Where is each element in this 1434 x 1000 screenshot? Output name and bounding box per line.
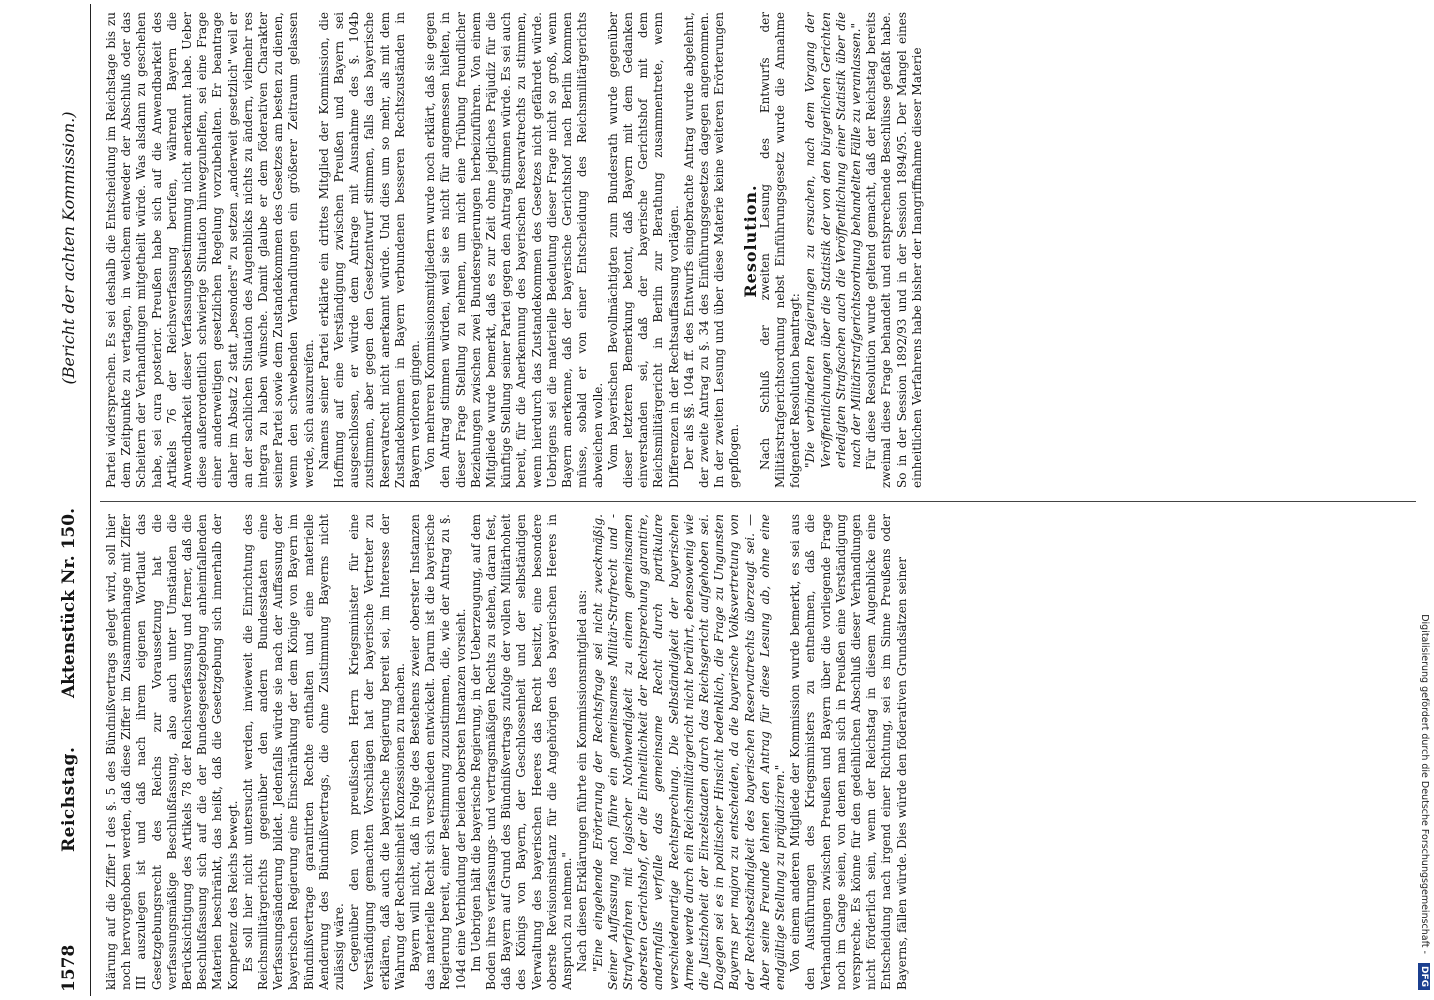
page-number: 1578 [59, 944, 79, 992]
paragraph: Für diese Resolution wurde geltend gemacht, daß der Reichstag bereits zweimal diese Frage behandelt und entsprechende Beschlüsse gefaßt habe. So in der Session 1892/93 und in der Session 1894/95. Der Mangel eines einheitlichen Verfahrens habe bisher der Inangriffnahme dieser Materie [864, 12, 924, 488]
resolution-text: "Die verbündeten Regierungen zu ersuchen, nach dem Vorgang der Veröffentlichungen über die Statistik der von den bürgerlichen Gerichten erledigten Strafsachen auch die Veröffentlichung einer Statistik über die nach der Militärstrafgerichtsordnung behandelten Fälle zu veranlassen." [803, 12, 863, 468]
document-page [4, 4, 1424, 996]
paragraph: klärung auf die Ziffer I des §. 5 des Bündnißvertrags gelegt wird, soll hier noch hervorgehoben werden, daß diese Ziffer im Zusammenhange mit Ziffer III auszulegen ist und daß nach ihrem eigenen Wortlaut das Gesetzgebungsrecht des Reichs zur Voraussetzung hat die verfassungsmäßige Beschlußfassung, also auch unter Umständen die Berücksichtigung des Artikels 78 der Reichsverfassung und ferner, daß die Beschlußfassung sich auf die der Bundesgesetzgebung anheimfallenden Materien beschränkt, das heißt, daß die Gesetzgebung sich innerhalb der Kompetenz des Reichs bewegt. [104, 514, 240, 990]
header-left [54, 508, 84, 992]
resolution-intro: Nach Schluß der zweiten Lesung des Entwurfs der Militärstrafgerichtsordnung nebst Einführungsgesetz wurde die Annahme folgender Resolution beantragt: [757, 12, 803, 488]
paragraph: Vom bayerischen Bevollmächtigten zum Bundesrath wurde gegenüber dieser letzteren Bemerkung betont, daß Bayern mit dem Gedanken einverstanden sei, daß der bayerische Gerichtshof mit dem Reichsmilitärgericht in Berlin zur Berathung zusammentrete, wenn Differenzen in der Rechtsauffassung vorlägen. [605, 12, 681, 488]
report-title: (Bericht der achten Kommission.) [59, 111, 78, 385]
digitization-credit [1418, 4, 1432, 996]
paragraph: Es soll hier nicht untersucht werden, inwieweit die Einrichtung des Reichsmilitärgerichts gegenüber den andern Bundesstaaten eine Verfassungsänderung bildet. Jedenfalls würde sie nach der Auffassung der bayerischen Regierung eine Einschränkung der dem Könige von Bayern im Bündnißvertrage garantirten Rechte enthalten und eine materielle Aenderung des Bündnißvertrags, die ohne Zustimmung Bayerns nicht zulässig wäre. [240, 514, 347, 990]
credit-text: Digitalisierung gefördert durch die Deutsche Forschungsgemeinschaft - [1419, 614, 1430, 954]
document-number: Aktenstück Nr. 150. [59, 508, 79, 699]
source-title: Reichstag. [59, 746, 79, 852]
dfg-logo: DFG [1418, 963, 1430, 990]
paragraph: Bayern will nicht, daß in Folge des Bestehens zweier oberster Instanzen das materielle Recht sich verschieden entwickelt. Darum ist die bayerische Regierung bereit, einer Bestimmung zuzustimmen, die, wie der Antrag zu §. 104d eine Verbindung der beiden obersten Instanzen vorsieht. [408, 514, 468, 990]
paragraph: Im Uebrigen hält die bayerische Regierung, in der Ueberzeugung, auf dem Boden ihres verfassungs- und vertragsmäßigen Rechts zu stehen, daran fest, daß Bayern auf Grund des Bündnißvertrags zufolge der vollen Militärhoheit des Königs von Bayern, der Geschlossenheit und der selbständigen Verwaltung des bayerischen Heeres das Recht besitzt, eine besondere oberste Revisionsinstanz für die Angehörigen des bayerischen Heeres in Anspruch zu nehmen." [468, 514, 575, 990]
left-column [104, 514, 1414, 990]
paragraph: Partei widersprechen. Es sei deshalb die Entscheidung im Reichstage bis zu dem Zeitpunkte zu vertagen, in welchem entweder der Abschluß oder das Scheitern der Verhandlungen mitgetheilt würde. Was alsdann zu geschehen habe, sei cura posterior. Preußen habe sich auf die Anwendbarkeit des Artikels 76 der Reichsverfassung berufen, während Bayern die Anwendbarkeit dieser Verfassungsbestimmung nicht anerkannt habe. Ueber diese außerordentlich schwierige Situation hinwegzuhelfen, sei eine Frage einer anderweitigen gesetzlichen Regelung vorzubehalten. Er beantrage daher im Absatz 2 statt „besonders" zu setzen „anderweit gesetzlich" weil er an der sachlichen Situation des Augenblicks nichts zu ändern, vielmehr res integra zu haben wünsche. Damit glaube er dem föderativen Charakter seiner Partei sowie dem Zustandekommen des Gesetzes am besten zu dienen, wenn den schwebenden Verhandlungen ein größerer Zeitraum gelassen werde, sich auszureifen. [104, 12, 316, 488]
page-header [4, 4, 88, 996]
paragraph: Nach diesen Erklärungen führte ein Kommissionsmitglied aus: [575, 589, 590, 972]
paragraph: Namens seiner Partei erklärte ein drittes Mitglied der Kommission, die Hoffnung auf eine Verständigung zwischen Preußen und Bayern sei ausgeschlossen, er würde dem Antrage mit Ausnahme des §. 104b zustimmen, aber gegen den Gesetzentwurf stimmen, falls das bayerische Reservatrecht nicht anerkannt würde. Und dies um so mehr, als mit dem Zustandekommen in Bayern verbundenen besseren Rechtszuständen in Bayern verloren gingen. [316, 12, 423, 488]
column-separator [100, 501, 1416, 502]
quoted-paragraph: "Eine eingehende Erörterung der Rechtsfrage sei nicht zweckmäßig. Seiner Auffassung nach führe ein gemeinsames Militär-Strafrecht und -Strafverfahren mit logischer Nothwendigkeit zu einem gemeinsamen obersten Gerichtshof, der die Einheitlichkeit der Rechtsprechung garantire, andernfalls verfalle das gemeinsame Recht durch partikulare verschiedenartige Rechtsprechung. Die Selbständigkeit der bayerischen Armee werde durch ein Reichsmilitärgericht nicht berührt, ebensowenig wie die Justizhoheit der Einzelstaaten durch das Reichsgericht aufgehoben sei. Dagegen sei es in politischer Hinsicht bedenklich, die Frage zu Ungunsten Bayerns per majora zu entscheiden, da die bayerische Volksvertretung von der Rechtsbeständigkeit des bayerischen Reservatrechts überzeugt sei. — Aber seine Freunde lehnen den Antrag für diese Lesung ab, ohne eine endgültige Stellung zu präjudiziren." [590, 514, 787, 990]
paragraph: Von einem anderen Mitgliede der Kommission wurde bemerkt, es sei aus den Ausführungen des Kriegsministers zu entnehmen, daß die Verhandlungen zwischen Preußen und Bayern über die vorliegende Frage noch im Gange seien, von denen man sich in Preußen eine Verständigung verspreche. Es könne für den gedeihlichen Abschluß dieser Verhandlungen nicht förderlich sein, wenn der Reichstag in diesem Augenblicke eine Entscheidung nach irgend einer Richtung, sei es im Sinne Preußens oder Bayerns, fällen würde. Dies würde den föderativen Grundsätzen seiner [788, 514, 909, 990]
resolution-heading: Resolution. [740, 184, 760, 298]
header-rule [90, 4, 91, 996]
paragraph: Der als §§. 104a ff. des Entwurfs eingebrachte Antrag wurde abgelehnt, der zweite Antrag zu §. 34 des Einführungsgesetzes dagegen angenommen. In der zweiten Lesung und über diese Materie keine weiteren Erörterungen gepflogen. [681, 12, 742, 488]
right-column [104, 12, 1414, 488]
paragraph: Von mehreren Kommissionsmitgliedern wurde noch erklärt, daß sie gegen den Antrag stimmen würden, weil sie es nicht für angemessen hielten, in dieser Frage Stellung zu nehmen, um nicht eine Trübung freundlicher Beziehungen zwischen zwei Bundesregierungen herbeizuführen. Von einem Mitgliede wurde bemerkt, daß es zur Zeit ohne jegliches Präjudiz für die künftige Stellung seiner Partei gegen den Antrag stimmen würde. Es sei auch bereit, für die Anerkennung des bayerischen Reservatrechts zu stimmen, wenn hierdurch das Zustandekommen des Gesetzes nicht gefährdet würde. Uebrigens sei die materielle Bedeutung dieser Frage nicht so groß, wenn Bayern anerkenne, daß der bayerische Gerichtshof nach Berlin kommen müsse, sobald er von einer Entscheidung des Reichsmilitärgerichts abweichen wolle. [423, 12, 605, 488]
paragraph: Gegenüber den vom preußischen Herrn Kriegsminister für eine Verständigung gemachten Vorschlägen hat der bayerische Vertreter zu erklären, daß auch die bayerische Regierung bereit sei, im Interesse der Wahrung der Rechtseinheit Konzessionen zu machen. [347, 514, 407, 990]
